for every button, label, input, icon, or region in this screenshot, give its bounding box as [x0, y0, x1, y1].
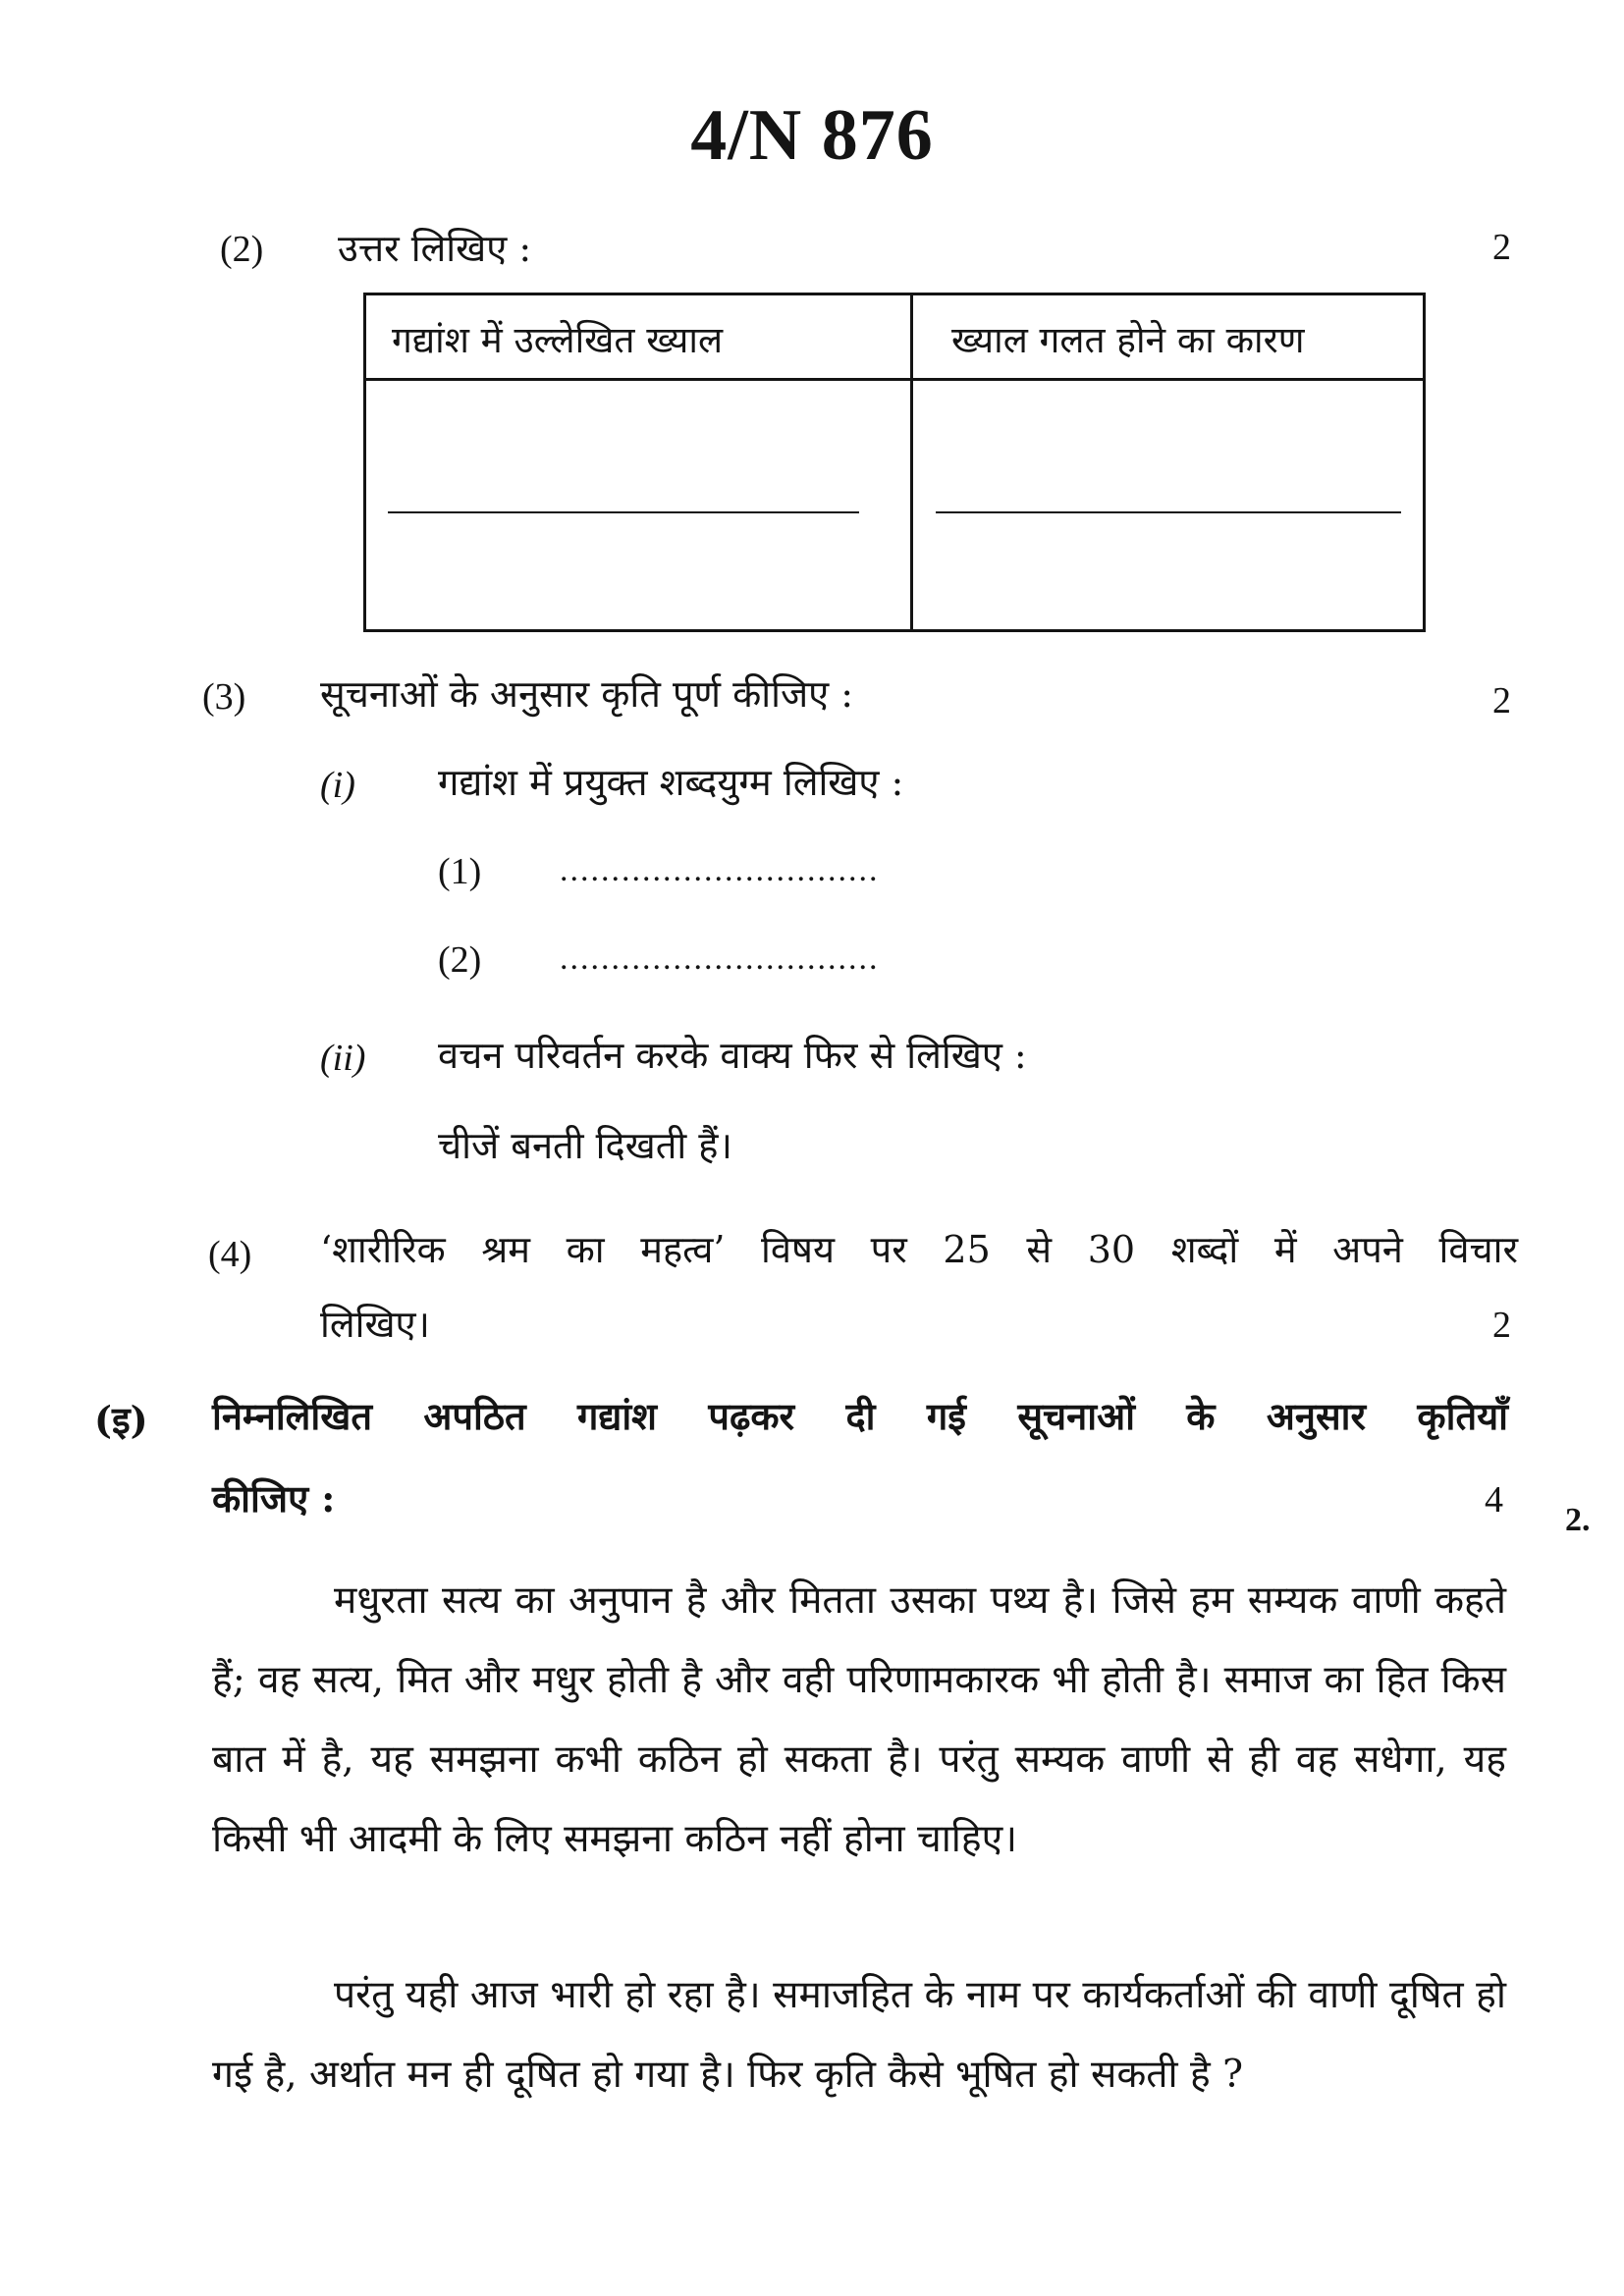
q3-number: (3) — [202, 676, 246, 718]
q4-number: (4) — [208, 1234, 252, 1275]
section-e-marks: 4 — [1485, 1479, 1503, 1521]
q2-number: (2) — [220, 229, 264, 270]
q3-text: सूचनाओं के अनुसार कृति पूर्ण कीजिए : — [320, 672, 854, 716]
passage-paragraph-1 — [212, 1561, 1506, 1879]
q4-line2: लिखिए। — [320, 1303, 430, 1346]
table-header-col2: ख्याल गलत होने का कारण — [951, 319, 1305, 361]
blank-2-label: (2) — [438, 939, 482, 981]
q2-marks: 2 — [1492, 227, 1511, 268]
section-e-label: (इ) — [94, 1398, 148, 1442]
q4-marks: 2 — [1492, 1305, 1511, 1346]
q3-sub-ii-sentence: चीजें बनती दिखती हैं। — [438, 1124, 732, 1167]
margin-note: 2. — [1565, 1502, 1591, 1538]
q3-sub-ii-label: (ii) — [320, 1038, 366, 1079]
paper-code: 4/N 876 — [690, 95, 934, 176]
q2-text: उत्तर लिखिए : — [338, 227, 532, 270]
passage-para-1-text: मधुरता सत्य का अनुपान है और मितता उसका पथ्य है। जिसे हम सम्यक वाणी कहते हैं; वह सत्य, मित और मधुर होती है और वही परिणामकारक भी होती है। समाज का हित किस बात में है, यह समझना कभी कठिन हो सकता है। परंतु सम्यक वाणी से ही वह सधेगा, यह किसी भी आदमी के लिए समझना कठिन नहीं होना चाहिए। — [212, 1578, 1506, 1861]
answer-line-col2 — [936, 511, 1401, 513]
blank-2-dots: ............................... — [560, 940, 880, 977]
q4-line1: ‘शारीरिक श्रम का महत्व’ विषय पर 25 से 30 शब्दों में अपने विचार — [320, 1228, 1518, 1271]
section-e-line2: कीजिए : — [212, 1476, 336, 1521]
passage-paragraph-2 — [212, 1955, 1506, 2114]
table-header-col1: गद्यांश में उल्लेखित ख्याल — [392, 319, 724, 361]
passage-para-2-text: परंतु यही आज भारी हो रहा है। समाजहित के नाम पर कार्यकर्ताओं की वाणी दूषित हो गई है, अर्थात मन ही दूषित हो गया है। फिर कृति कैसे भूषित हो सकती है ? — [212, 1973, 1506, 2097]
q3-sub-i-text: गद्यांश में प्रयुक्त शब्दयुग्म लिखिए : — [438, 761, 904, 804]
answer-line-col1 — [388, 511, 859, 513]
blank-1-label: (1) — [438, 851, 482, 892]
q3-marks: 2 — [1492, 680, 1511, 721]
table-header-rule — [366, 378, 1423, 381]
answer-table — [363, 293, 1426, 632]
q3-sub-i-label: (i) — [320, 765, 355, 806]
table-divider — [910, 295, 913, 629]
q3-sub-ii-text: वचन परिवर्तन करके वाक्य फिर से लिखिए : — [438, 1034, 1027, 1077]
blank-1-dots: ............................... — [560, 852, 880, 888]
section-e-line1: निम्नलिखित अपठित गद्यांश पढ़कर दी गई सूचनाओं के अनुसार कृतियाँ — [212, 1394, 1508, 1438]
